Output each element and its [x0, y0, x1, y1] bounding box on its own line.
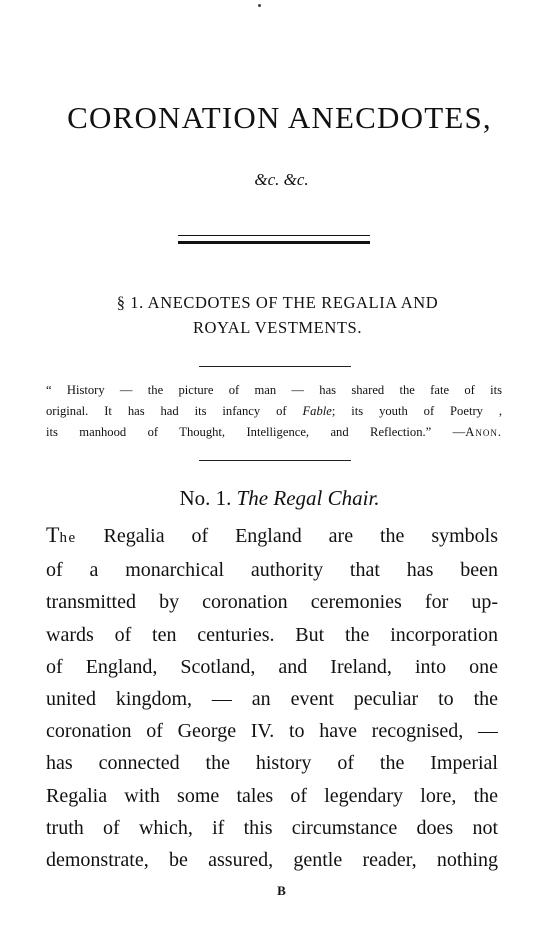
opening-word [46, 522, 77, 547]
epigraph-line-2-end: ; its youth of Poetry , [331, 404, 502, 418]
section-heading [40, 290, 515, 340]
ink-speck [258, 4, 261, 7]
epigraph-line-3 [46, 422, 502, 443]
body-line: of a monarchical authority that has been [46, 559, 498, 582]
page-subtitle: &c. &c. [254, 170, 309, 189]
epigraph-top-rule [199, 366, 351, 367]
chapter-title: The Regal Chair. [236, 486, 380, 510]
body-line: of England, Scotland, and Ireland, into one [46, 655, 498, 678]
body-line: demonstrate, be assured, gentle reader, nothing [46, 849, 498, 872]
rule-thick-line [178, 241, 370, 244]
epigraph-quote [46, 380, 502, 443]
body-line: truth of which, if this circumstance does not [46, 816, 498, 839]
double-rule-divider [178, 235, 370, 247]
chapter-number: No. 1. [179, 486, 232, 510]
section-heading-line1: § 1. ANECDOTES OF THE REGALIA AND [116, 293, 439, 312]
initial-capital: T [46, 522, 60, 547]
epigraph-line-1 [46, 380, 502, 401]
epigraph-fable-word: Fable [302, 404, 332, 418]
body-line: has connected the history of the Imperial [46, 752, 498, 775]
body-line: wards of ten centuries. But the incorporation [46, 623, 498, 646]
body-line-1-text: Regalia of England are the symbols [76, 525, 498, 547]
body-line: Regalia with some tales of legendary lore, the [46, 784, 498, 807]
epigraph-line-3-text: its manhood of Thought, Intelligence, and Reflection.” — [46, 425, 466, 439]
epigraph-bottom-rule [199, 460, 351, 461]
epigraph-line-1-text: “ History — the picture of man — has shared the fate of its [46, 383, 502, 397]
epigraph-line-2 [46, 401, 502, 422]
body-line: united kingdom, — an event peculiar to the [46, 688, 498, 711]
chapter-heading [0, 486, 555, 511]
body-line: coronation of George IV. to have recognised, — [46, 720, 498, 743]
page-title: CORONATION ANECDOTES, [67, 100, 492, 135]
section-heading-line2: ROYAL VESTMENTS. [192, 318, 363, 337]
epigraph-author: Anon. [465, 425, 502, 439]
epigraph-line-2-start: original. It has had its infancy of [46, 404, 303, 418]
body-line: transmitted by coronation ceremonies for up- [46, 591, 498, 614]
signature-mark: B [277, 883, 286, 898]
body-paragraph [46, 519, 498, 876]
body-line-1 [46, 519, 498, 554]
opening-word-rest: he [59, 530, 77, 546]
rule-thin-line [178, 235, 370, 236]
